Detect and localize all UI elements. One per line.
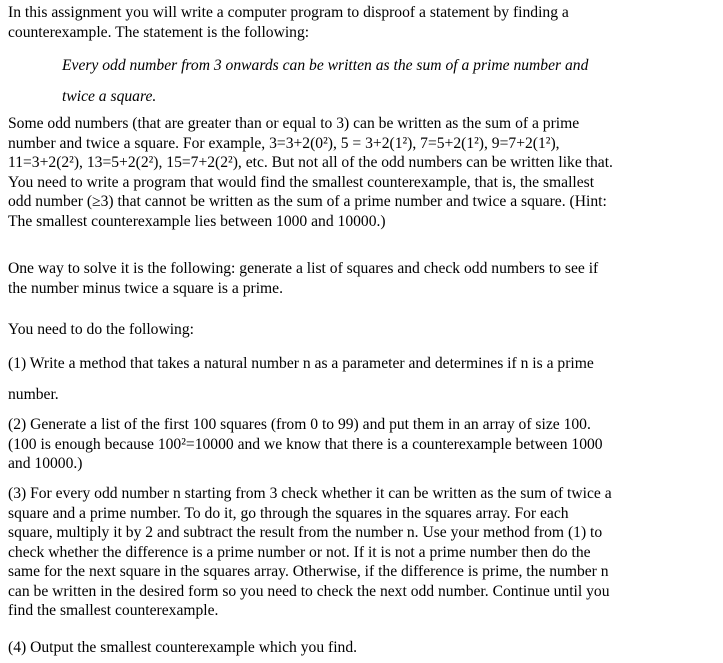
step-1 <box>8 348 594 410</box>
step-3-line: can be written in the desired form so you need to check the next odd number. Continue until you <box>8 582 610 600</box>
method-line: One way to solve it is the following: generate a list of squares and check odd numbers to see if <box>8 260 599 277</box>
todo-heading <box>8 320 194 340</box>
statement-line: Every odd number from 3 onwards can be written as the sum of a prime number and <box>62 57 589 74</box>
step-3-line: square, multiply it by 2 and subtract the result from the number n. Use your method from (1) to <box>8 524 603 541</box>
step-3-line: find the smallest counterexample. <box>8 602 219 619</box>
step-1-line: (1) Write a method that takes a natural number n as a parameter and determines if n is a prime <box>8 355 594 372</box>
explanation-line: 11=3+2(2²), 13=5+2(2²), 15=7+2(2²), etc. But not all of the odd numbers can be written like that. <box>8 154 613 171</box>
intro-paragraph <box>8 3 569 42</box>
step-4 <box>8 638 357 658</box>
step-4-line: (4) Output the smallest counterexample which you find. <box>8 639 358 656</box>
explanation-line: Some odd numbers (that are greater than or equal to 3) can be written as the sum of a prime <box>8 115 580 132</box>
method-paragraph <box>8 259 598 298</box>
step-3-line: (3) For every odd number n starting from 3 check whether it can be written as the sum of twice a <box>8 485 612 502</box>
statement-line: twice a square. <box>62 88 157 105</box>
explanation-line: The smallest counterexample lies between 1000 and 10000.) <box>8 212 386 230</box>
method-line: the number minus twice a square is a prime. <box>8 279 283 297</box>
step-3-line: square and a prime number. To do it, go through the squares in the squares array. For each <box>8 504 569 522</box>
step-3-line: check whether the difference is a prime number or not. If it is not a prime number then do the <box>8 543 591 561</box>
intro-line: counterexample. The statement is the following: <box>8 23 310 41</box>
statement-quote <box>62 50 588 112</box>
intro-line: In this assignment you will write a computer program to disproof a statement by finding a <box>8 4 569 21</box>
step-2-line: (2) Generate a list of the first 100 squares (from 0 to 99) and put them in an array of size 100. <box>8 416 591 433</box>
step-1-line: number. <box>8 386 59 403</box>
explanation-line: odd number (≥3) that cannot be written as the sum of a prime number and twice a square. (Hint: <box>8 193 607 210</box>
todo-line: You need to do the following: <box>8 321 194 338</box>
step-2 <box>8 415 603 474</box>
step-3-line: same for the next square in the squares array. Otherwise, if the difference is prime, the number n <box>8 563 609 580</box>
explanation-paragraph <box>8 114 613 231</box>
step-2-line: and 10000.) <box>8 455 83 472</box>
step-3 <box>8 484 612 621</box>
explanation-line: You need to write a program that would find the smallest counterexample, that is, the smallest <box>8 173 595 191</box>
explanation-line: number and twice a square. For example, 3=3+2(0²), 5 = 3+2(1²), 7=5+2(1²), 9=7+2(1²), <box>8 134 560 152</box>
step-2-line: (100 is enough because 100²=10000 and we know that there is a counterexample between 1000 <box>8 435 603 453</box>
